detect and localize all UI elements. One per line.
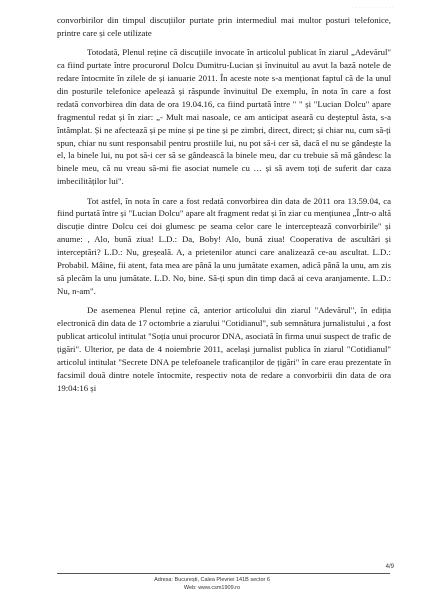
document-body bbox=[57, 14, 391, 395]
footer-divider bbox=[57, 573, 390, 574]
paragraph-adevarul-notes: Totodată, Plenul reține că discuțiile invocate în articolul publicat în ziarul „Adevărul" ca fiind purtate între procurorul Dolcu Dumitru-Lucian și învinuitul au avut la bază notele de redare întocmite în zilele de și ianuarie 2011. În aceste note s-a menționat faptul că de la unul din posturile telefonice apelează și răspunde învinuitul De exemplu, în nota în care a fost redată convorbirea din data de ora 19.04.16, ca fiind purtată între " " și "Lucian Dolcu" apare fragmentul redat și în ziar: „- Mult mai nasoale, ce am anticipat aseară cu deșteptul ăsta, s-a întâmplat. Și ne afectează și pe mine și pe tine și pe zimbri, direct, direct; și chiar nu, cum să-ți spun, chiar nu sunt responsabil pentru prostiile lui, nu pot să-i cer să, dacă el nu se gândește la el, la binele lui, nu pot să-i cer să se gândească la binele meu, dar cu trebuie să mă gândesc la binele meu, că nu vreau să-mi fie asociat numele cu … și să avem toți de suferit dar caza imbecilităților lui". bbox=[57, 47, 391, 187]
paragraph-second-note: Tot astfel, în nota în care a fost redată convorbirea din data de 2011 ora 13.59.04, ca fiind purtată între și "Lucian Dolcu" apare alt fragment redat și în ziar cu mențiunea „Într-o altă discuție dintre Dolcu cei doi glumesc pe seama celor care le interceptează convorbirile" și anume: , Alo, bună ziua! L.D.: Da, Boby! Alo, bună ziua! Cooperativa de ascultări și interceptări? L.D.: Nu, greșeală. A, a prietenilor atunci care analizează ce-au ascultat. L.D.: Probabil. Mâine, fii atent, fata mea are până la unu jumătate examen, adică până la unu, am zis să plecăm la unu jumătate. L.D. No, bine. Să-ți spun din timp dacă ai ceva aranjamente. L.D.: Nu, n-am". bbox=[57, 195, 391, 296]
footer-website: Web: www.csm1909.ro bbox=[183, 585, 241, 591]
footer-address: Adresa: București, Calea Plevnei 141B sector 6 bbox=[154, 577, 270, 583]
page-number: 4/9 bbox=[385, 564, 394, 570]
paragraph-continuation: convorbirilor din timpul discuțiilor purtate prin intermediul mai multor posturi telefonice, printre care și cele utilizate bbox=[57, 15, 391, 38]
paragraph-cotidianul: De asemenea Plenul reține că, anterior articolului din ziarul "Adevărul", în ediția electronică din data de 17 octombrie a ziarului "Cotidianul", sub semnătura jurnalistului , a fost publicat articolul intitulat "Soția unui procuror DNA, asociată în firma unui suspect de trafic de țigări". Ulterior, pe data de 4 noiembrie 2011, același jurnalist publica în ziarul "Cotidianul" articolul intitulat "Secrete DNA pe telefoanele traficanților de țigări" în care erau prezentate în facsimil două dintre notele întocmite, respectiv nota de redare a convorbirii din data de ora 19:04:16 și bbox=[57, 305, 391, 393]
faint-header-text: - - - - - - - - - - - - - bbox=[352, 5, 394, 10]
